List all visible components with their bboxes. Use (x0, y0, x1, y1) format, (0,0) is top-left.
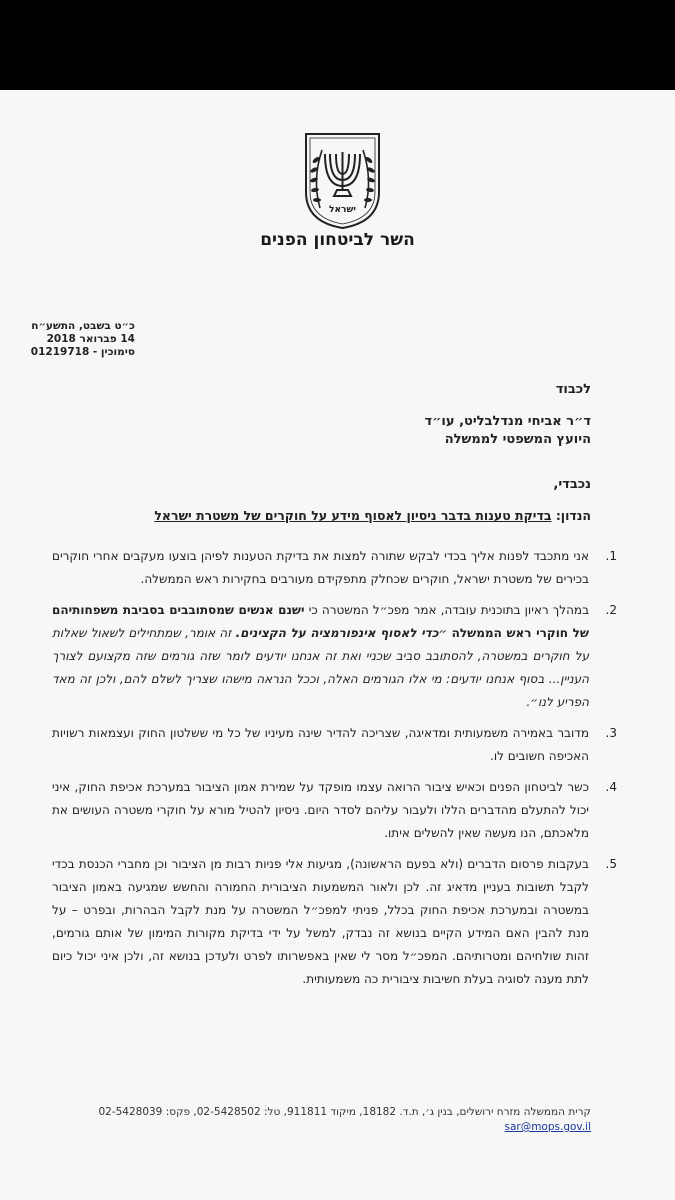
hebrew-date: כ״ט בשבט, התשע״ח (31, 320, 135, 332)
paragraph-number: 5. (605, 857, 617, 871)
footer (71, 1105, 591, 1135)
paragraph-italic-quote: זה אומר, שמתחילים לשאול שאלות על חוקרים במשטרה, להסתובב סביב שכניי ואת זה אנחנו יודעים לומר שזה גורמים שזה מקצועם לצורך העניין... בסוף אנחנו יודעים: מי אלו הגורמים האלה, וככל הנראה מישהו שצריך לשלם להם, ולכן זה מאד הפריע לנו״. (52, 626, 589, 709)
paragraph-2 (52, 599, 617, 714)
subject-text: בדיקת טענות בדבר ניסיון לאסוף מידע על חוקרים של משטרת ישראל (154, 508, 552, 523)
gregorian-date: 14 פברואר 2018 (46, 333, 135, 345)
paragraph-number: 1. (605, 549, 617, 563)
paragraph-text: מדובר באמירה משמעותית ומדאיגה, שצריכה להדיר שינה מעיניו של כל מי ששלטון החוק ועצמאות רשויות האכיפה חשובים לו. (52, 726, 589, 763)
recipient (425, 413, 591, 449)
paragraph-1 (52, 545, 617, 591)
paragraph-text: כשר לביטחון הפנים וכאיש ציבור הרואה עצמו מופקד על שמירת אמון הציבור במערכת אכיפת החוק, איני יכול להתעלם מהדברים הללו ולעבור עליהם לסדר היום. ניסיון להטיל מורא על חוקרי משטרה העושים את מלאכתם, הנו מעשה שאין להשלים איתו. (52, 780, 589, 840)
paragraph-bold-text: ישנם אנשים שמסתובבים בסביבת משפחותיהם של חוקרי ראש הממשלה (52, 603, 589, 640)
ministry-title: השר לביטחון הפנים (260, 230, 415, 250)
footer-address: קרית הממשלה מזרח ירושלים, בנין ג׳, ת.ד. 18182, מיקוד 911811, טל: 02-5428502, פקס: 02-5428039 (98, 1106, 591, 1118)
recipient-name: ד״ר אביחי מנדלבליט, עו״ד (424, 414, 591, 429)
letter-page (0, 90, 675, 1200)
emblem-text: ישראל (329, 205, 356, 215)
paragraph-bold-italic-quote: ״כדי לאסוף אינפורמציה על הקצינים. (235, 626, 448, 640)
paragraph-4 (52, 776, 617, 845)
paragraph-number: 3. (605, 726, 617, 740)
paragraph-5 (52, 853, 617, 991)
subject-prefix: הנדון: (555, 508, 591, 523)
subject-line (71, 508, 591, 523)
recipient-title: היועץ המשפטי לממשלה (444, 432, 591, 447)
paragraph-number: 4. (605, 780, 617, 794)
letter-body (52, 545, 617, 999)
greeting: נכבדי, (553, 477, 591, 492)
state-of-israel-emblem-icon (300, 130, 385, 230)
paragraph-number: 2. (605, 603, 617, 617)
paragraph-text: במהלך ראיון בתוכנית עובדה, אמר מפכ״ל המשטרה כי (304, 603, 590, 617)
paragraph-text: בעקבות פרסום הדברים (ולא בפעם הראשונה), מגיעות אלי פניות רבות מן הציבור וכן מחברי הכנסת בכדי לקבל תשובות בעניין מדאיג זה. לכן ולאור המשמעות הציבורית החמורה והחשש שמגיעה באמון הציבור במשטרה ובמערכת אכיפת החוק בכלל, פניתי למפכ״ל המשטרה על מנת לקבל הבהרות, ובפרט – על מנת להבין האם המידע הקיים בנושא זה נבדק, למשל על ידי בדיקת מקורות המימון של אותם גורמים, זהות שולחיהם ומטרותיהם. המפכ״ל מסר לי שאין באפשרותו לפרט ולעדכן בנושא זה, ולכן איני יכול כיום לתת מענה לסוגיה בעלת חשיבות ציבורית כה משמעותית. (52, 857, 589, 986)
paragraph-3 (52, 722, 617, 768)
paragraph-text: אני מתכבד לפנות אליך בכדי לבקש שתורה למצות את בדיקת הטענות לפיהן בוצעו מעקבים אחרי חוקרים בכירים של משטרת ישראל, חוקרים שכחלק מתפקידם מעורבים בחקירות ראש הממשלה. (52, 549, 589, 586)
to-label: לכבוד (555, 382, 591, 397)
footer-email-link[interactable]: sar@mops.gov.il (504, 1121, 591, 1133)
reference-number: סימוכין - 01219718 (30, 346, 135, 358)
date-block (0, 320, 135, 359)
